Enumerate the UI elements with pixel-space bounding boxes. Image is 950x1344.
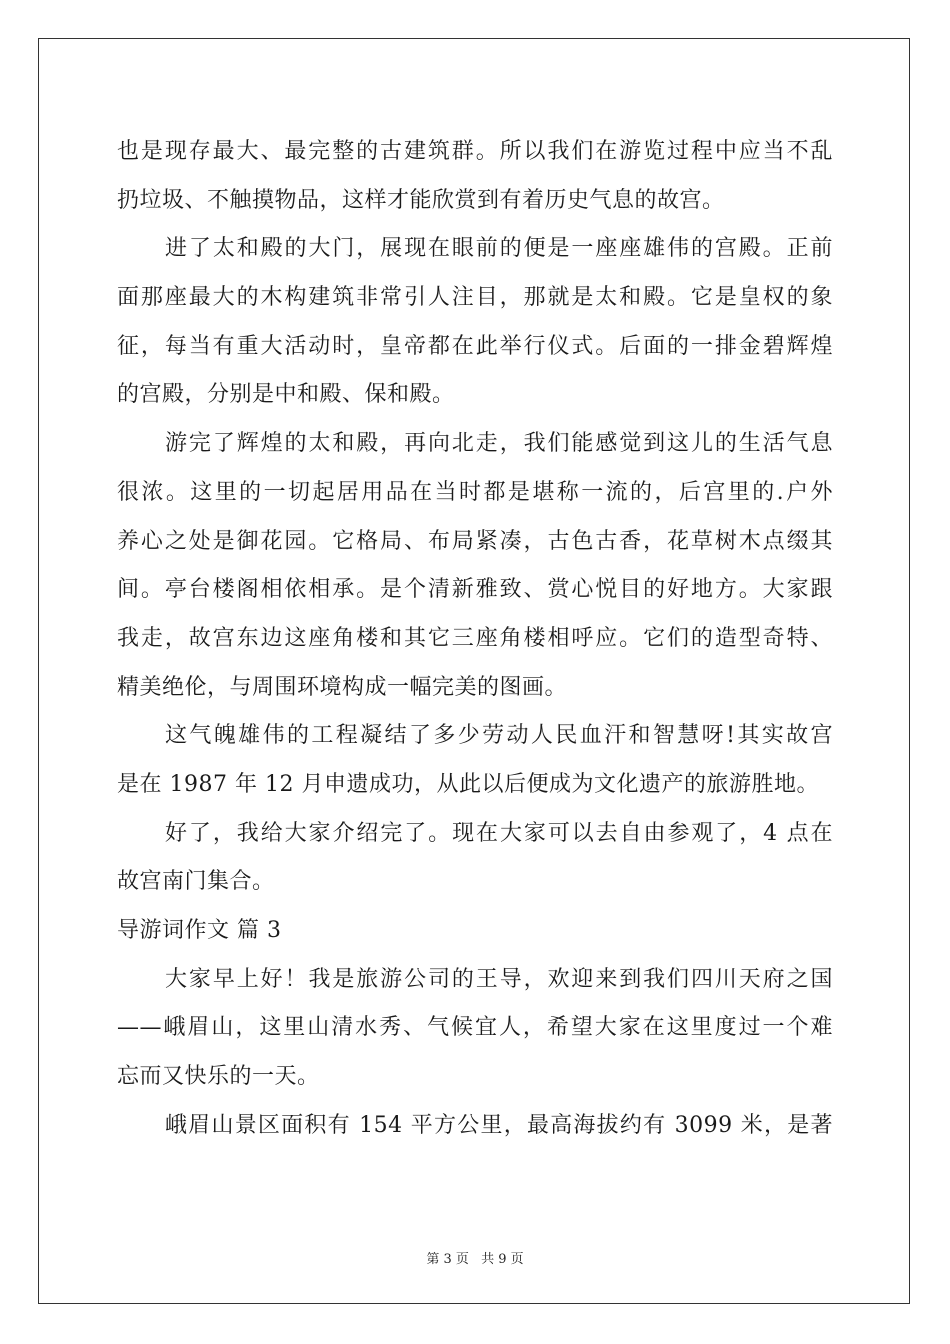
- text-line: 大家早上好！我是旅游公司的王导，欢迎来到我们四川天府之国: [165, 966, 833, 992]
- text-line: 也是现存最大、最完整的古建筑群。所以我们在游览过程中应当不乱: [117, 139, 833, 164]
- text-line: 这气魄雄伟的工程凝结了多少劳动人民血汗和智慧呀!其实故宫: [165, 723, 833, 749]
- text-line: 游完了辉煌的太和殿，再向北走，我们能感觉到这儿的生活气息: [165, 431, 833, 457]
- page-total: 共 9 页: [481, 1252, 524, 1267]
- text-line: 间。亭台楼阁相依相承。是个清新雅致、赏心悦目的好地方。大家跟: [117, 577, 833, 603]
- text-line: 导游词作文 篇 3: [117, 918, 282, 943]
- text-line: 精美绝伦，与周围环境构成一幅完美的图画。: [117, 674, 568, 700]
- text-line: 忘而又快乐的一天。: [117, 1064, 320, 1090]
- text-line: 扔垃圾、不触摸物品，这样才能欣赏到有着历史气息的故宫。: [117, 187, 725, 213]
- text-line: 养心之处是御花园。它格局、布局紧凑，古色古香，花草树木点缀其: [117, 528, 833, 554]
- text-line: 是在 1987 年 12 月申遗成功，从此以后便成为文化遗产的旅游胜地。: [117, 771, 819, 797]
- text-line: 进了太和殿的大门，展现在眼前的便是一座座雄伟的宫殿。正前: [165, 236, 833, 262]
- text-line: 故宫南门集合。: [117, 869, 275, 895]
- page-number: 第 3 页: [426, 1252, 469, 1267]
- text-line: 征，每当有重大活动时，皇帝都在此举行仪式。后面的一排金碧辉煌: [117, 333, 833, 359]
- text-line: 峨眉山景区面积有 154 平方公里，最高海拔约有 3099 米，是著: [165, 1112, 833, 1138]
- text-line: 很浓。这里的一切起居用品在当时都是堪称一流的，后宫里的.户外: [117, 479, 833, 505]
- text-line: 好了，我给大家介绍完了。现在大家可以去自由参观了，4 点在: [165, 820, 833, 846]
- text-line: 的宫殿，分别是中和殿、保和殿。: [117, 382, 455, 408]
- document-body: [117, 128, 833, 1150]
- text-line: 面那座最大的木构建筑非常引人注目，那就是太和殿。它是皇权的象: [117, 285, 833, 311]
- page-footer: [0, 1248, 950, 1267]
- text-line: 我走，故宫东边这座角楼和其它三座角楼相呼应。它们的造型奇特、: [117, 625, 833, 651]
- text-line: ——峨眉山，这里山清水秀、气候宜人，希望大家在这里度过一个难: [117, 1015, 833, 1041]
